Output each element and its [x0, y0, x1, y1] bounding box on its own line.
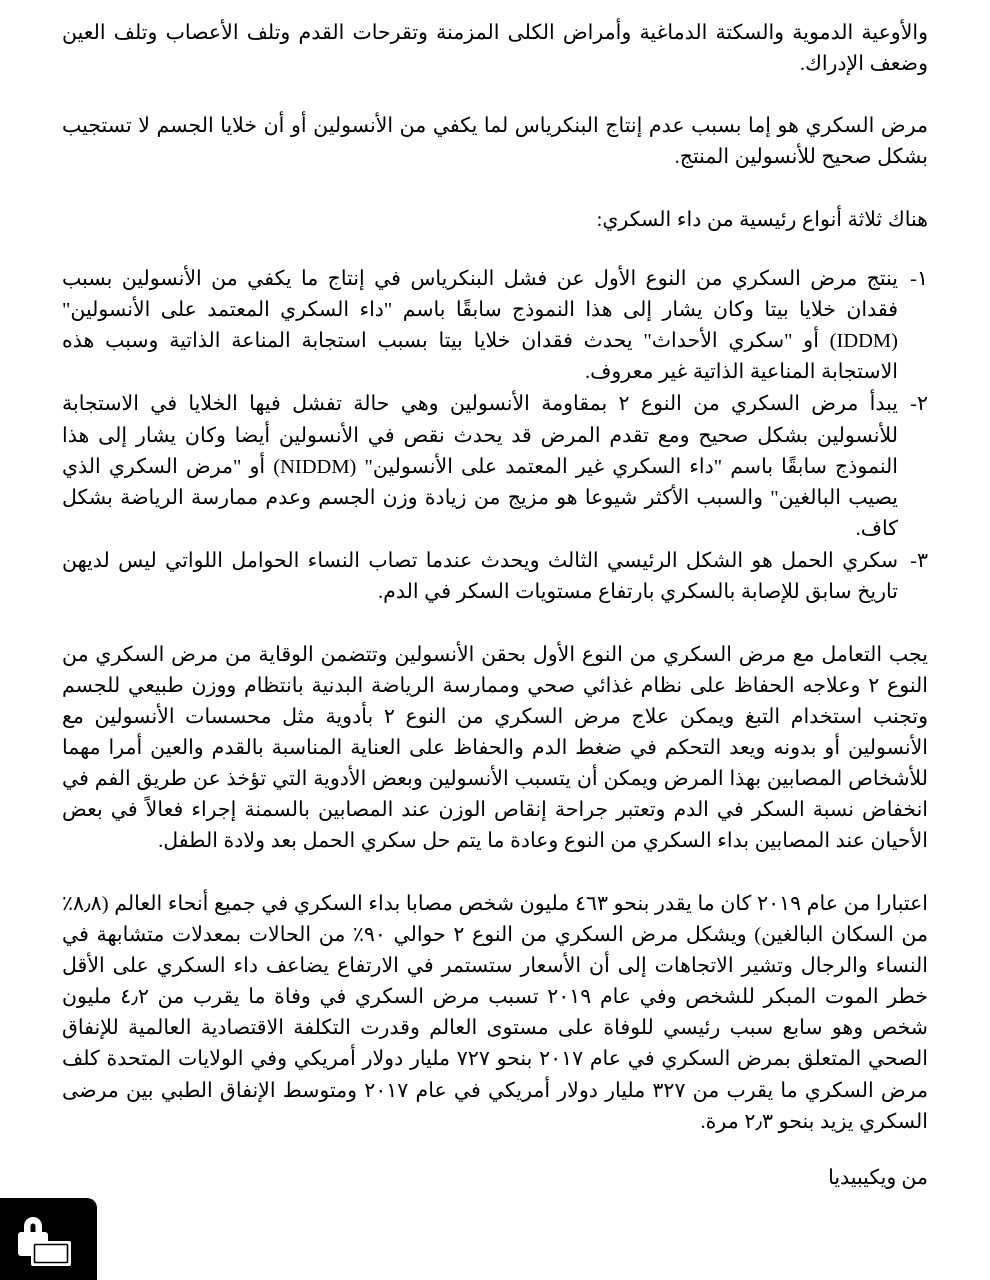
paragraph-spacer [62, 858, 928, 889]
list-intro-line: هناك ثلاثة أنواع رئيسية من داء السكري: [596, 208, 928, 231]
list-item-text: ينتج مرض السكري من النوع الأول عن فشل البنكرياس في إنتاج ما يكفي من الأنسولين بسبب فقدان خلايا بيتا وكان يشار إلى هذا النموذج سابقًا باسم "داء السكري المعتمد على الأنسولين" (IDDM) أو "سكري الأحداث" يحدث فقدان خلايا بيتا بسبب استجابة المناعة الذاتية وسبب هذه الاستجابة المناعية الذاتية غير معروف. [62, 267, 898, 384]
list-item [62, 389, 928, 545]
source-attribution: من ويكيبيديا [828, 1167, 928, 1189]
paragraph-spacer [62, 174, 928, 205]
list-marker: ٢- [910, 393, 928, 416]
list-item [62, 546, 928, 608]
paragraph-symptoms: والأوعية الدموية والسكتة الدماغية وأمراض الكلى المزمنة وتقرحات القدم وتلف الأعصاب وتلف العين وضعف الإدراك. [62, 22, 928, 76]
list-marker: ١- [910, 267, 928, 290]
diabetes-types-list [62, 264, 928, 609]
paragraph-epidemiology: اعتبارا من عام ٢٠١٩ كان ما يقدر بنحو ٤٦٣ مليون شخص مصابا بداء السكري في جميع أنحاء العالم (٨٫٨٪ من السكان البالغين) ويشكل مرض السكري من النوع ٢ حوالي ٩٠٪ من الحالات بمعدلات متشابهة في النساء والرجال وتشير الاتجاهات إلى أن الأسعار ستستمر في الارتفاع يضاعف داء السكري على الأقل خطر الموت المبكر للشخص وفي عام ٢٠١٩ تسبب مرض السكري في وفاة ما يقرب من ٤٫٢ مليون شخص وهو سابع سبب رئيسي للوفاة على مستوى العالم وقدرت التكلفة الاقتصادية العالمية للإنفاق الصحي المتعلق بمرض السكري في عام ٢٠١٧ بنحو ٧٢٧ مليار دولار أمريكي وفي الولايات المتحدة كلف مرض السكري ما يقرب من ٣٢٧ مليار دولار أمريكي في عام ٢٠١٧ ومتوسط الإنفاق الطبي بين مرضى السكري يزيد بنحو ٢٫٣ مرة. [62, 892, 929, 1133]
paragraph-spacer [62, 609, 928, 640]
document-text-body [62, 18, 928, 1138]
list-item-text: يبدأ مرض السكري من النوع ٢ بمقاومة الأنسولين وهي حالة تفشل فيها الخلايا في الاستجابة للأنسولين بشكل صحيح ومع تقدم المرض قد يحدث نقص في الأنسولين أيضا وكان يشار إلى هذا النموذج سابقًا باسم "داء السكري غير المعتمد على الأنسولين" (NIDDM) أو "مرض السكري الذي يصيب البالغين" والسبب الأكثر شيوعا هو مزيج من زيادة وزن الجسم وعدم ممارسة الرياضة بشكل كاف. [62, 393, 898, 541]
paragraph-management: يجب التعامل مع مرض السكري من النوع الأول بحقن الأنسولين وتتضمن الوقاية من مرض السكري من النوع ٢ وعلاجه الحفاظ على نظام غذائي صحي وممارسة الرياضة البدنية بانتظام ووزن طبيعي للجسم وتجنب استخدام التبغ ويمكن علاج مرض السكري من النوع ٢ بأدوية مثل محسسات الأنسولين مع الأنسولين أو بدونه ويعد التحكم في ضغط الدم والحفاظ على العناية المناسبة بالقدم والعين أمرا مهما للأشخاص المصابين بهذا المرض ويمكن أن يتسبب الأنسولين وبعض الأدوية التي تؤخذ عن طريق الفم في انخفاض نسبة السكر في الدم وتعتبر جراحة إنقاص الوزن عند المصابين بالسمنة إجراء فعالاً في بعض الأحيان عند المصابين بداء السكري من النوع وعادة ما يتم حل سكري الحمل بعد ولادة الطفل. [62, 643, 929, 853]
list-marker: ٣- [910, 550, 928, 573]
locked-content-icon [8, 1208, 80, 1272]
list-item-text: سكري الحمل هو الشكل الرئيسي الثالث ويحدث عندما تصاب النساء الحوامل اللواتي ليس لديهن تاريخ سابق للإصابة بالسكري بارتفاع مستويات السكر في الدم. [62, 550, 898, 604]
paragraph-spacer [62, 236, 928, 264]
paragraph-definition: مرض السكري هو إما بسبب عدم إنتاج البنكرياس لما يكفي من الأنسولين أو أن خلايا الجسم لا تستجيب بشكل صحيح للأنسولين المنتج. [62, 115, 928, 169]
list-item [62, 264, 928, 389]
locked-content-badge[interactable] [0, 1198, 97, 1280]
paragraph-spacer [62, 80, 928, 111]
